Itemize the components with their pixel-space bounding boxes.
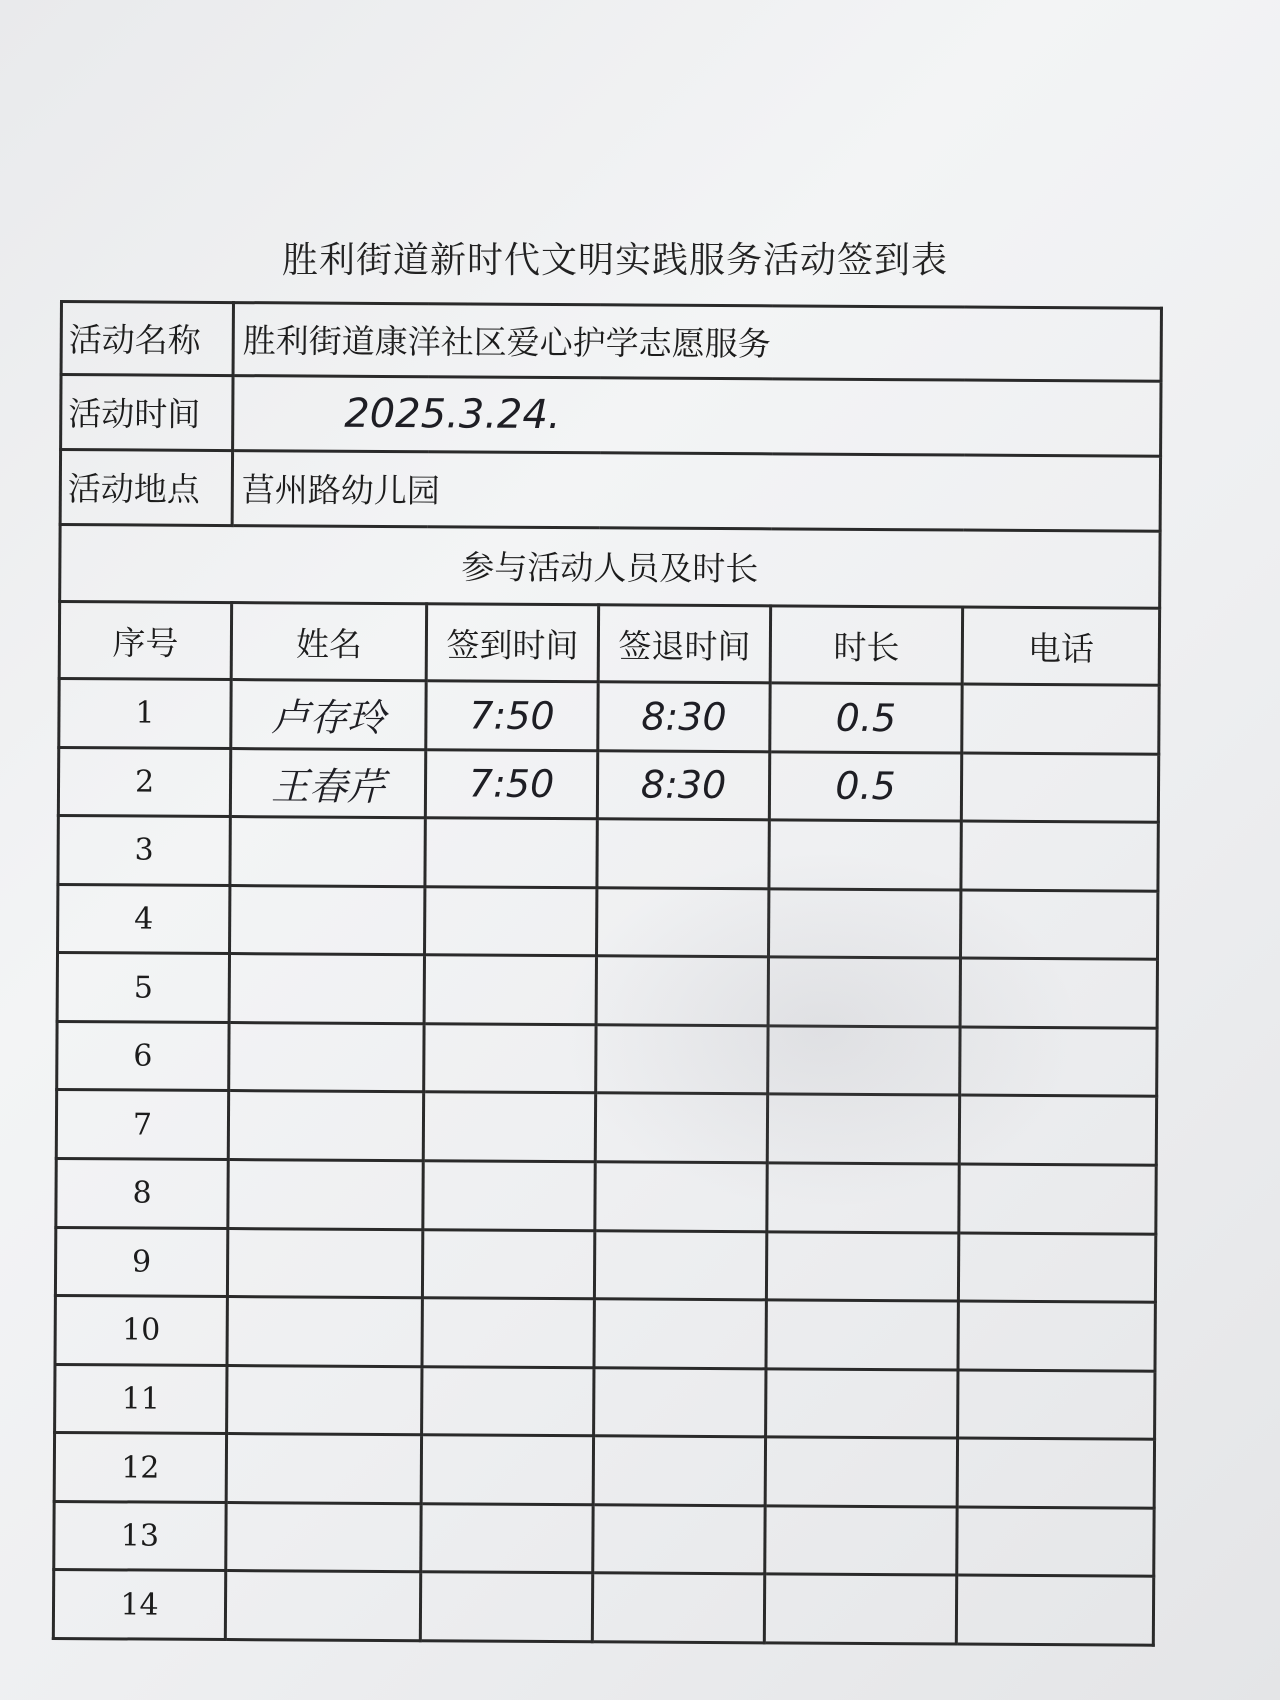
cell-duration [766,1300,958,1370]
cell-name [226,1434,421,1504]
cell-sign-in [422,1298,594,1368]
cell-sign-in [423,1092,595,1162]
cell-phone [957,1507,1154,1577]
table-row [58,884,1158,959]
cell-seq: 9 [55,1227,227,1297]
activity-place-label: 活动地点 [60,449,232,525]
cell-sign-in [422,1229,594,1299]
cell-sign-out: 8:30 [598,682,770,752]
cell-sign-in [425,818,597,888]
section-title: 参与活动人员及时长 [60,524,1160,608]
header-sign-out: 签退时间 [598,605,770,683]
activity-place-value: 莒州路幼儿园 [232,450,1160,531]
cell-seq: 3 [58,816,230,886]
cell-sign-in: 7:50 [425,749,597,819]
activity-name-value: 胜利街道康洋社区爱心护学志愿服务 [233,303,1161,382]
cell-duration [764,1574,956,1644]
cell-name: 卢存玲 [231,680,426,750]
cell-phone [961,753,1158,823]
cell-seq: 2 [58,747,230,817]
activity-time-label: 活动时间 [61,374,233,450]
cell-sign-in [425,886,597,956]
table-row [57,953,1157,1028]
header-duration: 时长 [770,606,962,684]
cell-duration: 0.5 [769,751,961,821]
cell-duration [767,1163,959,1233]
cell-duration [766,1369,958,1439]
table-row [54,1433,1154,1508]
table-row [58,816,1158,891]
cell-sign-out [595,1093,767,1163]
cell-sign-out [596,956,768,1026]
cell-name [225,1571,420,1641]
cell-phone [958,1301,1155,1371]
table-row [55,1364,1155,1439]
table-row [55,1296,1155,1371]
cell-duration [768,1026,960,1096]
header-name: 姓名 [231,602,426,680]
cell-duration [767,1094,959,1164]
page-title: 胜利街道新时代文明实践服务活动签到表 [281,240,948,281]
cell-phone [958,1370,1155,1440]
header-sign-in: 签到时间 [426,604,598,682]
cell-name [230,885,425,955]
cell-phone [962,684,1159,754]
cell-phone [961,821,1158,891]
cell-phone [960,958,1157,1028]
table-row [55,1227,1155,1302]
cell-seq: 7 [56,1090,228,1160]
sign-in-table [52,300,1163,1647]
activity-time-value: 2025.3.24. [233,375,1161,456]
cell-seq: 8 [56,1158,228,1228]
cell-phone [957,1438,1154,1508]
cell-seq: 1 [59,679,231,749]
cell-duration [768,889,960,959]
cell-duration [765,1437,957,1507]
cell-seq: 13 [54,1501,226,1571]
cell-sign-out [596,1025,768,1095]
header-phone: 电话 [962,607,1159,685]
cell-sign-out [597,819,769,889]
cell-sign-out [594,1230,766,1300]
activity-name-row [61,302,1161,382]
cell-sign-in [420,1572,592,1642]
cell-phone [959,1164,1156,1234]
table-row [57,1021,1157,1096]
sign-in-table-body [53,302,1161,1646]
cell-sign-in [424,1024,596,1094]
cell-name [229,954,424,1024]
cell-sign-in [421,1435,593,1505]
cell-phone [959,1095,1156,1165]
cell-seq: 10 [55,1296,227,1366]
cell-phone [960,1027,1157,1097]
cell-sign-in [422,1366,594,1436]
cell-sign-in [421,1504,593,1574]
table-row [56,1158,1156,1233]
cell-name [227,1365,422,1435]
header-row [59,601,1159,685]
cell-seq: 5 [57,953,229,1023]
activity-name-label: 活动名称 [61,302,233,376]
table-row [56,1090,1156,1165]
table-row [59,679,1159,754]
header-seq: 序号 [59,601,231,679]
cell-seq: 6 [57,1021,229,1091]
cell-name [229,1022,424,1092]
activity-place-row [60,449,1160,531]
cell-sign-out [597,888,769,958]
cell-sign-in [424,955,596,1025]
table-row [53,1570,1153,1645]
cell-duration [766,1231,958,1301]
cell-phone [960,890,1157,960]
cell-seq: 12 [54,1433,226,1503]
cell-name [227,1228,422,1298]
cell-sign-out [594,1299,766,1369]
cell-sign-in [423,1161,595,1231]
cell-duration: 0.5 [770,683,962,753]
cell-duration [765,1506,957,1576]
table-row [54,1501,1154,1576]
cell-sign-in: 7:50 [426,681,598,751]
cell-sign-out [593,1436,765,1506]
cell-sign-out [593,1505,765,1575]
cell-sign-out: 8:30 [597,750,769,820]
cell-name: 王春芹 [230,748,425,818]
cell-phone [956,1575,1153,1645]
cell-name [228,1160,423,1230]
table-row [58,747,1158,822]
cell-name [226,1502,421,1572]
cell-seq: 4 [58,884,230,954]
cell-name [230,817,425,887]
cell-phone [958,1233,1155,1303]
cell-sign-out [592,1573,764,1643]
cell-duration [768,957,960,1027]
cell-duration [769,820,961,890]
cell-name [228,1091,423,1161]
cell-sign-out [595,1162,767,1232]
cell-sign-out [594,1367,766,1437]
activity-time-row [61,374,1161,456]
cell-name [227,1297,422,1367]
cell-seq: 11 [55,1364,227,1434]
cell-seq: 14 [53,1570,225,1640]
section-title-row [60,524,1160,608]
